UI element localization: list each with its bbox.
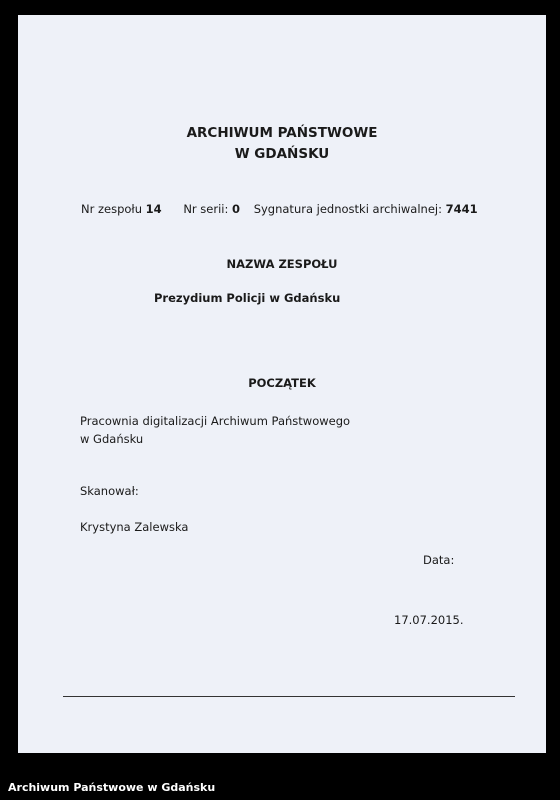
scanned-by-label: Skanował:	[80, 484, 139, 498]
scanned-by-person: Krystyna Zalewska	[80, 520, 189, 534]
signature-label: Sygnatura jednostki archiwalnej:	[253, 202, 442, 216]
series-number-label: Nr serii:	[183, 202, 229, 216]
fond-name-heading: NAZWA ZESPOŁU	[226, 257, 338, 271]
archive-footer: Archiwum Państwowe w Gdańsku	[8, 781, 216, 794]
archive-header	[18, 123, 546, 165]
start-heading: POCZĄTEK	[248, 376, 316, 390]
date-value: 17.07.2015.	[394, 613, 464, 627]
date-label: Data:	[423, 553, 455, 567]
archive-name: ARCHIWUM PAŃSTWOWE	[186, 125, 378, 141]
fond-number-label: Nr zespołu	[81, 202, 142, 216]
series-number-value: 0	[232, 202, 241, 216]
workshop-name	[80, 412, 350, 448]
fond-name: Prezydium Policji w Gdańsku	[154, 291, 341, 305]
workshop-line-1: Pracownia digitalizacji Archiwum Państwowego	[80, 414, 351, 428]
reference-line	[81, 202, 478, 216]
document-page	[18, 15, 546, 753]
fond-number-value: 14	[145, 202, 162, 216]
archive-city: W GDAŃSKU	[234, 146, 330, 162]
workshop-line-2: w Gdańsku	[80, 432, 144, 446]
divider-line	[63, 696, 515, 697]
signature-value: 7441	[445, 202, 478, 216]
